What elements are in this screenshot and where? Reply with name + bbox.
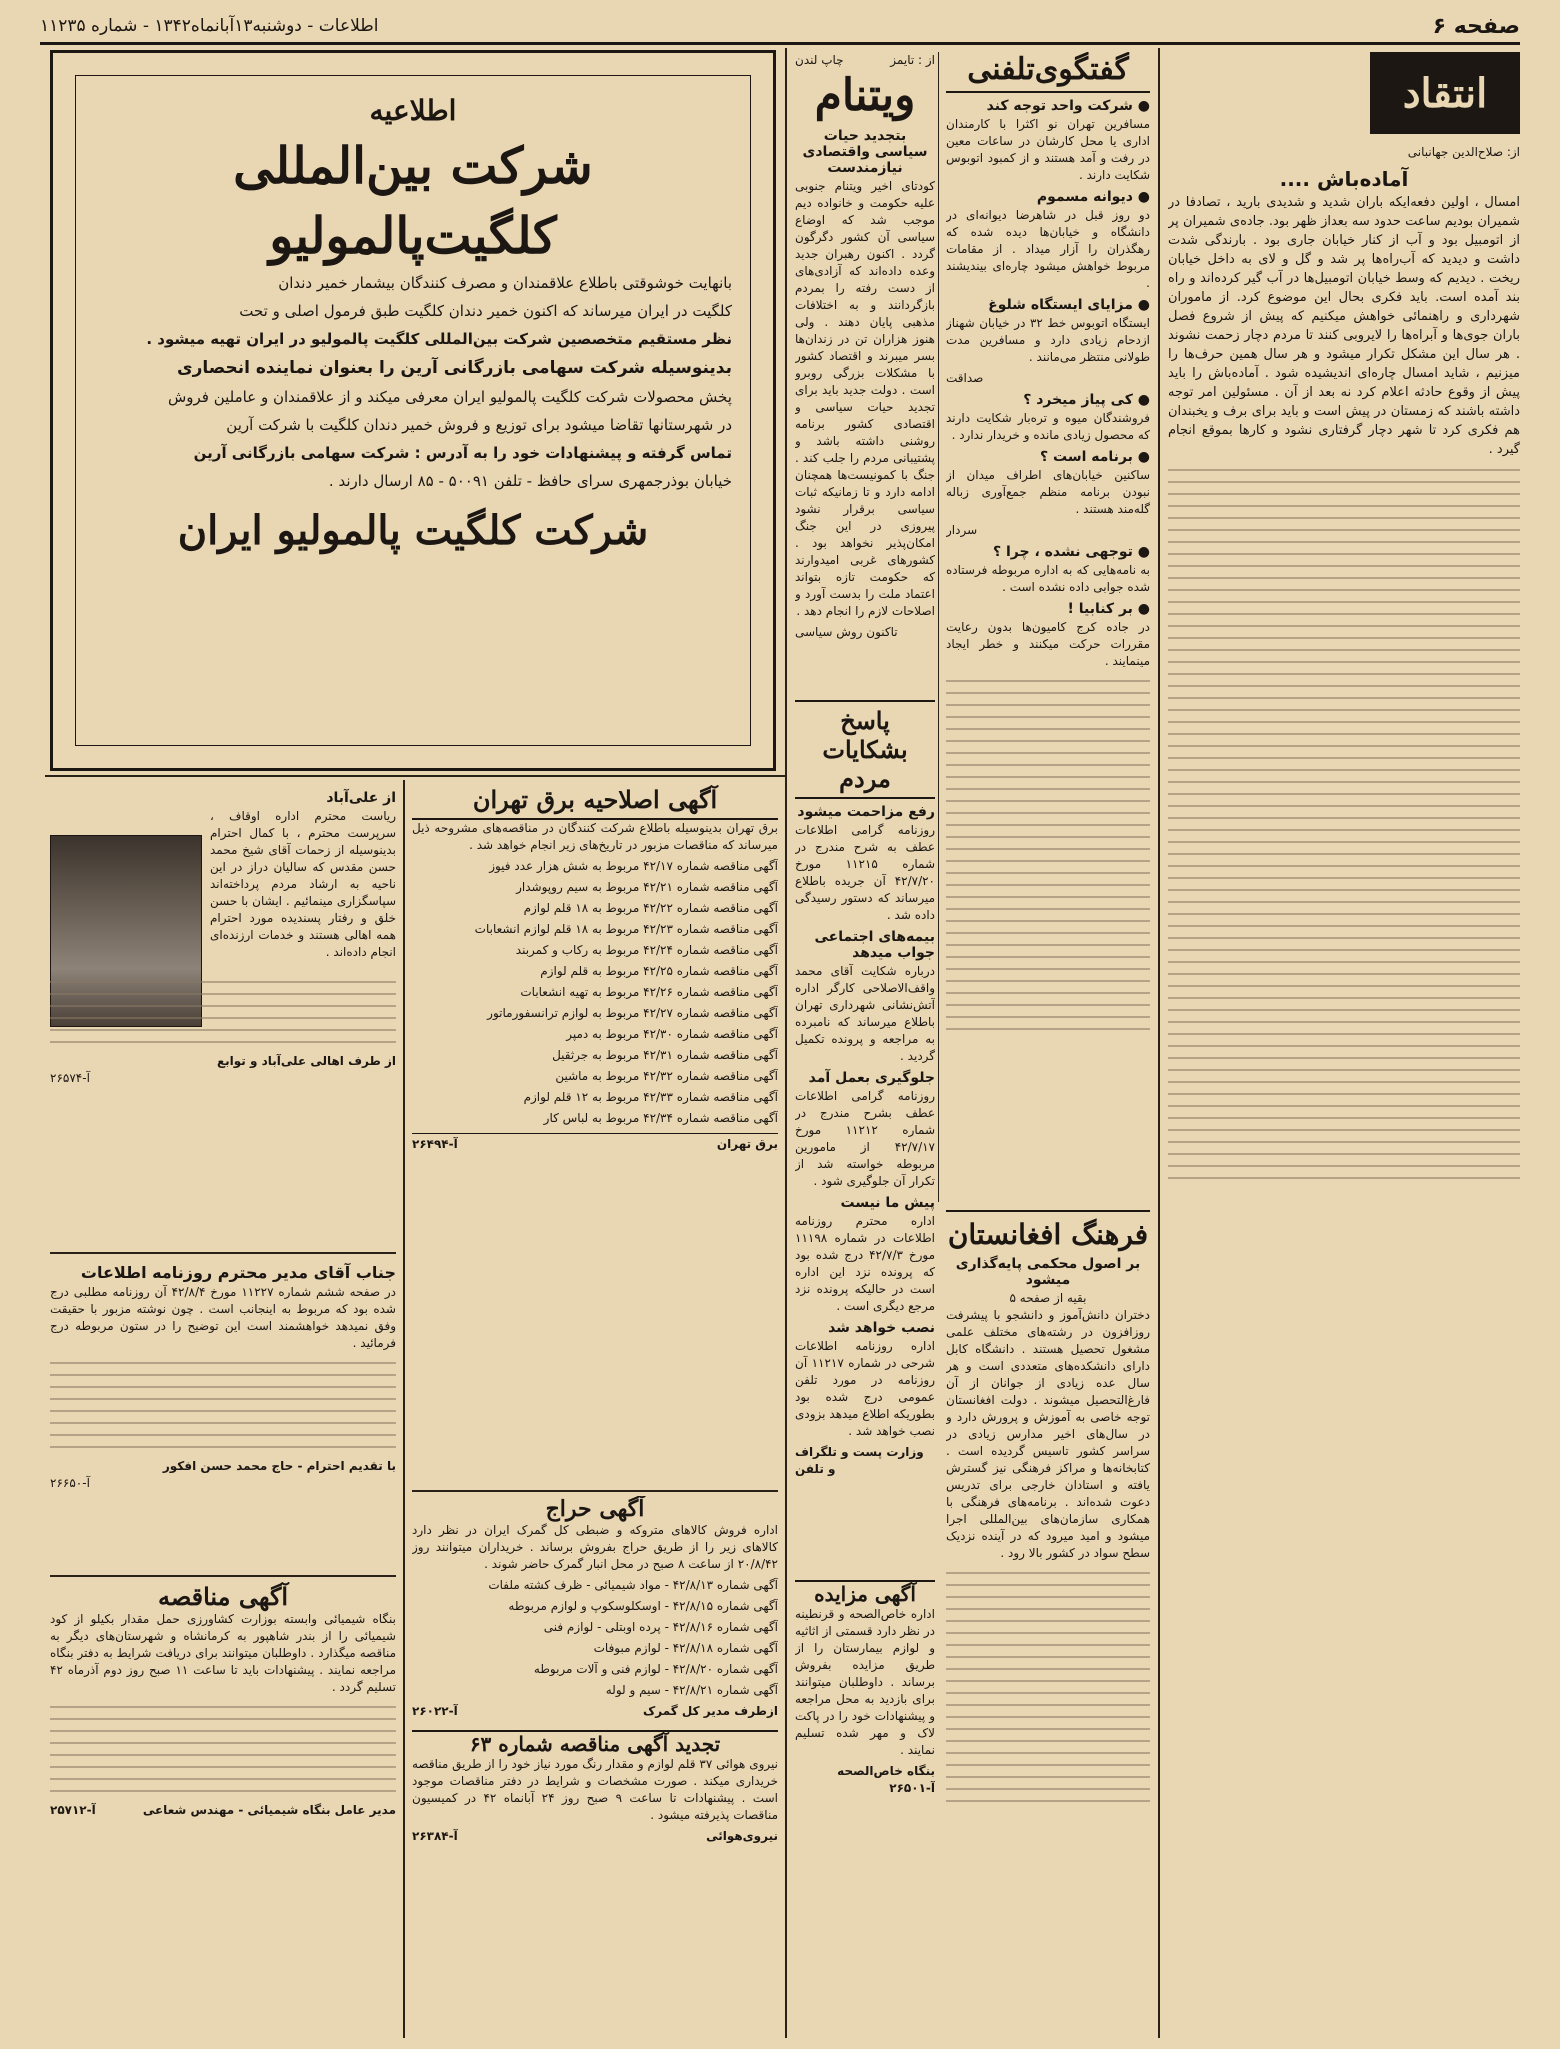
text-continuation [50, 1706, 396, 1792]
electric-footer-left: آ-۲۶۴۹۴ [412, 1137, 458, 1151]
text-continuation [946, 1572, 1150, 1802]
section-rule [45, 775, 785, 777]
phone-item-head: ● کی پیاز میخرد ؟ [1023, 392, 1150, 408]
column-rule [785, 48, 787, 2038]
phone-item-head: ● مزایای ایستگاه شلوغ [988, 297, 1150, 313]
tender-footer-left: آ-۲۵۷۱۲ [50, 1803, 96, 1817]
electric-item: آگهی مناقصه شماره ۴۲/۱۷ مربوط به شش هزار عدد فیوز [489, 859, 778, 873]
afghan-subtitle: بر اصول محکمی پایه‌گذاری میشود [955, 1256, 1141, 1288]
customs-body: اداره فروش کالاهای متروکه و ضبطی کل گمرک ایران در نظر دارد کالاهای زیر را از طریق حراج بفروش برساند . خریداران میتوانند روز ۲۰/۸/۴۲ از ساعت ۸ صبح در محل انبار گمرک حاضر شوند . [412, 1523, 778, 1571]
phone-item-head: ● برنامه است ؟ [1040, 449, 1150, 465]
vietnam-title: ویتنام [814, 70, 916, 121]
complaints-title: پاسخ بشکایات مردم [795, 700, 935, 799]
ad-line: در شهرستانها تقاضا میشود برای توزیع و فروش خمیر دندان کلگیت با شرکت آرین [226, 416, 732, 434]
phone-item-head: ● توجهی نشده ، چرا ؟ [992, 544, 1150, 560]
signature: صداقت [946, 371, 984, 385]
complaint-head: جلوگیری بعمل آمد [808, 1070, 935, 1086]
tender-footer [50, 1802, 396, 1819]
phone-item-head: ● شرکت واحد توجه کند [986, 98, 1150, 114]
complaint-text: اداره محترم روزنامه اطلاعات در شماره ۱۱۱۹۸ مورخ ۴۲/۷/۳ درج شده بود که پرونده نزد این اداره است در حالیکه پرونده نزد مرجع دیگری است . [795, 1214, 935, 1313]
electric-item: آگهی مناقصه شماره ۴۲/۲۳ مربوط به ۱۸ قلم لوازم انشعابات [474, 922, 778, 936]
letter-notice [50, 1258, 396, 1568]
tender63-ad [412, 1730, 778, 2032]
article-title: آماده‌باش .... [1279, 167, 1409, 191]
signature: سردار [946, 523, 978, 537]
electric-item: آگهی مناقصه شماره ۴۲/۲۷ مربوط به لوازم ترانسفورماتور [487, 1006, 778, 1020]
thanks-body: ریاست محترم اداره اوقاف ، سرپرست محترم ، با کمال احترام بدینوسیله از زحمات آقای شیخ محمد حسن مقدس که سالیان دراز در این ناحیه به ارشاد مردم پرداخته‌اند سپاسگزاری مینمائیم . ایشان با حسن خلق و رفتار پسندیده مورد احترام همه اهالی هستند و خدمات ارزنده‌ای انجام داده‌اند . [210, 809, 396, 959]
section-rule [412, 1490, 778, 1492]
phone-item-text: ساکنین خیابان‌های اطراف میدان از نبودن برنامه منظم جمع‌آوری زباله گله‌مند هستند . [946, 468, 1150, 516]
tender-footer-right: مدیر عامل بنگاه شیمیائی - مهندس شعاعی [142, 1803, 396, 1817]
page-number: صفحه ۶ [1432, 13, 1520, 39]
criticism-column [1168, 52, 1520, 2037]
vietnam-signature: تاکنون روش سیاسی [795, 625, 898, 639]
phone-item-text: در جاده کرج کامیون‌ها بدون رعایت مقررات حرکت میکنند و خطر ایجاد مینمایند . [946, 620, 1150, 668]
electric-item: آگهی مناقصه شماره ۴۲/۲۵ مربوط به قلم لوازم [540, 964, 778, 978]
ad-footer: شرکت کلگیت پالمولیو ایران [177, 507, 649, 554]
customs-item: آگهی شماره ۴۲/۸/۲۰ - لوازم فنی و آلات مربوطه [533, 1662, 778, 1676]
ad-line: خیابان بوذرجمهری سرای حافظ - تلفن ۵۰۰۹۱ - ۸۵ ارسال دارند . [328, 472, 732, 490]
phone-item-text: فروشندگان میوه و تره‌بار شکایت دارند که محصول زیادی مانده و خریدار ندارد . [946, 411, 1150, 442]
tender63-footer [412, 1828, 778, 1845]
ad-line: پخش محصولات شرکت کلگیت پالمولیو ایران معرفی میکند و از علاقمندان و عاملین فروش [167, 388, 732, 406]
section-rule [50, 1252, 396, 1254]
source-row [795, 52, 935, 69]
thanks-text-wrap [210, 808, 396, 961]
complaint-text: اداره روزنامه اطلاعات شرحی در شماره ۱۱۲۱۷ آن روزنامه در مورد تلفن عمومی درج شده بود بطوریکه اطلاع میدهد بزودی نصب خواهد شد . [795, 1339, 935, 1438]
thanks-signers: از طرف اهالی علی‌آباد و توابع [216, 1054, 396, 1068]
phone-item-text: به نامه‌هایی که به اداره مربوطه فرستاده شده جوابی داده نشده است . [946, 563, 1150, 594]
ad-title: شرکت بین‌المللی کلگیت‌پالمولیو [233, 136, 593, 265]
text-continuation [946, 680, 1150, 1030]
medical-body: اداره خاص‌الصحه و قرنطینه در نظر دارد قسمتی از اثاثیه و لوازم بیمارستان را از طریق مزایده بفروش برساند . داوطلبان میتوانند برای بازدید به محل مراجعه و پیشنهادات خود را در پاکت لاک و مهر شده تسلیم نمایند . [795, 1607, 935, 1757]
section-rule [50, 1575, 396, 1577]
complaint-head: نصب خواهد شد [828, 1320, 935, 1336]
complaint-head: بیمه‌های اجتماعی جواب میدهد [814, 929, 935, 961]
complaint-text: درباره شکایت آقای محمد واقف‌الاصلاحی کارگر اداره آتش‌نشانی شهرداری تهران باطلاع میرساند که نامبرده به مراجعه و پرونده تکمیل گردید . [795, 964, 935, 1063]
medical-footer-left: آ-۲۶۵۰۱ [889, 1781, 935, 1795]
customs-title: آگهی حراج [545, 1496, 645, 1522]
phone-item-text: ایستگاه اتوبوس خط ۳۲ در خیابان شهناز ازدحام زیادی دارد و مسافرین مدت طولانی منتظر می‌مانند . [946, 316, 1150, 364]
customs-item: آگهی شماره ۴۲/۸/۱۶ - پرده اوبتلی - لوازم فنی [543, 1620, 778, 1634]
ad-label: اطلاعیه [369, 94, 457, 127]
electric-item: آگهی مناقصه شماره ۴۲/۳۳ مربوط به ۱۲ قلم لوازم [523, 1090, 778, 1104]
letter-sign: با تقدیم احترام - حاج محمد حسن افکور [162, 1459, 396, 1473]
tender63-body: نیروی هوائی ۳۷ قلم لوازم و مقدار رنگ مورد نیاز خود را از طریق مناقصه خریداری میکند . صورت مشخصات و شرایط در دفتر مناقصات موجود است . پیشنهادات تا ساعت ۹ صبح روز ۲۴ آبانماه ۴۲ در کمیسیون مناقصات پذیرفته میشود . [412, 1757, 778, 1822]
tender63-title: تجدید آگهی مناقصه شماره ۶۳ [469, 1732, 721, 1756]
customs-item: آگهی شماره ۴۲/۸/۱۸ - لوازم مبوفات [593, 1641, 778, 1655]
text-continuation [1168, 469, 1520, 1179]
complaint-head: رفع مزاحمت میشود [797, 804, 935, 820]
letter-code: آ-۲۶۶۵۰ [50, 1476, 90, 1490]
complaints-signature: وزارت پست و تلگراف و تلفن [795, 1445, 924, 1476]
electric-item: آگهی مناقصه شماره ۴۲/۳۰ مربوط به دمپر [566, 1027, 778, 1041]
phone-item-head: ● دیوانه مسموم [1036, 189, 1150, 205]
electric-item: آگهی مناقصه شماره ۴۲/۲۴ مربوط به رکاب و کمربند [515, 943, 778, 957]
criticism-logo: انتقاد [1370, 52, 1520, 134]
ad-line: بانهایت خوشوقتی باطلاع علاقمندان و مصرف کنندگان بیشمار خمیر دندان [278, 274, 732, 292]
medical-footer-right: بنگاه خاص‌الصحه [837, 1764, 935, 1778]
tender-body: بنگاه شیمیائی وابسته بوزارت کشاورزی حمل مقدار بکیلو از کود شیمیائی را از بندر شاهپور به کرمانشاه و شهرستان‌های دیگر به مناقصه میگذارد . داوطلبان میتوانند برای دریافت شرایط به دفتر بنگاه مراجعه نمایند . پیشنهادات باید تا ساعت ۱۱ صبح روز دوم آذرماه ۴۲ تسلیم گردد . [50, 1612, 396, 1694]
letter-title: جناب آقای مدیر محترم روزنامه اطلاعات [80, 1263, 396, 1282]
ad-line: کلگیت در ایران میرساند که اکنون خمیر دندان کلگیت طبق فرمول اصلی و تحت [239, 302, 732, 320]
tender-ad [50, 1582, 396, 2032]
column-rule [938, 52, 939, 1202]
page-header [40, 10, 1520, 45]
medical-auction-ad [795, 1580, 935, 2032]
ad-line: بدینوسیله شرکت سهامی بازرگانی آرین را بعنوان نماینده انحصاری [177, 358, 732, 378]
ad-line: تماس گرفته و پیشنهادات خود را به آدرس : شرکت سهامی بازرگانی آرین [193, 444, 732, 462]
customs-footer-right: ازطرف مدیر کل گمرک [642, 1704, 778, 1718]
afghan-body: دختران دانش‌آموز و دانشجو با پیشرفت روزافزون در رشته‌های مختلف علمی مشغول تحصیل هستند . دانشگاه کابل دارای دانشکده‌های متعددی است و هر سال عده زیادی از جوانان از آن فارغ‌التحصیل میشوند . دولت افغانستان توجه خاصی به آموزش و پرورش دارد و در سال‌های اخیر مدارس زیادی در سراسر کشور تاسیس گردیده است . کتابخانه‌ها و مراکز فرهنگی نیز گسترش یافته و استادان خارجی برای تدریس دعوت شده‌اند . برنامه‌های فرهنگی با همکاری سازمان‌های بین‌المللی اجرا میشود و امید میرود که در آینده نزدیک سطح سواد در کشور بالا رود . [946, 1308, 1150, 1560]
customs-item: آگهی شماره ۴۲/۸/۱۵ - اوسکلوسکوپ و لوازم مربوطه [508, 1599, 778, 1613]
electric-item: آگهی مناقصه شماره ۴۲/۳۲ مربوط به ماشین [555, 1069, 778, 1083]
source-right: چاپ لندن [795, 53, 844, 67]
customs-footer-left: آ-۲۶۰۲۲ [412, 1704, 458, 1718]
complaint-text: روزنامه گرامی اطلاعات عطف بشرح مندرج در شماره ۱۱۲۱۲ مورخ ۴۲/۷/۱۷ از مامورین مربوطه خواسته شد از تکرار آن جلوگیری شود . [795, 1089, 935, 1188]
complaint-text: روزنامه گرامی اطلاعات عطف به شرح مندرج در شماره ۱۱۲۱۵ مورخ ۴۲/۷/۲۰ آن جریده باطلاع میرساند که دستور رسیدگی داده شد . [795, 823, 935, 922]
phone-item-text: مسافرین تهران نو اکثرا با کارمندان اداری یا محل کارشان در ساعات معین در رفت و آمد هستند و از کمبود اتوبوس شکایت دارند . [946, 117, 1150, 182]
electric-item: آگهی مناقصه شماره ۴۲/۳۱ مربوط به جرثقیل [552, 1048, 778, 1062]
complaint-head: پیش ما نیست [840, 1195, 935, 1211]
tender63-footer-left: آ-۲۶۳۸۴ [412, 1829, 458, 1843]
medical-title: آگهی مزایده [814, 1582, 916, 1606]
text-continuation [50, 1362, 396, 1448]
customs-item: آگهی شماره ۴۲/۸/۲۱ - سیم و لوله [605, 1683, 778, 1697]
electric-item: آگهی مناقصه شماره ۴۲/۲۲ مربوط به ۱۸ قلم لوازم [523, 901, 778, 915]
thanks-title: از علی‌آباد [326, 790, 396, 806]
byline: از: صلاح‌الدین جهانبانی [1407, 145, 1520, 159]
customs-auction-ad [412, 1496, 778, 1721]
portrait-photo [50, 835, 202, 1027]
electric-ad [412, 785, 778, 1485]
letter-body: در صفحه ششم شماره ۱۱۲۲۷ مورخ ۴۲/۸/۴ آن روزنامه مطلبی درج شده بود که مربوط به اینجانب است . چون نوشته مزبور با حقیقت وفق نمیدهد خواهشمند است این توضیح را در ستون مربوطه درج فرمائید . [50, 1285, 396, 1350]
electric-item: آگهی مناقصه شماره ۴۲/۳۴ مربوط به لباس کار [543, 1111, 778, 1125]
column-rule [1158, 48, 1160, 2038]
thanks-code: آ-۲۶۵۷۴ [50, 1071, 90, 1085]
column-rule [403, 780, 405, 2038]
colgate-ad [50, 50, 776, 771]
electric-item: آگهی مناقصه شماره ۴۲/۲۶ مربوط به تهیه انشعابات [520, 985, 778, 999]
tender-title: آگهی مناقصه [157, 1582, 289, 1611]
colgate-ad-inner [75, 75, 751, 746]
electric-item: آگهی مناقصه شماره ۴۲/۲۱ مربوط به سیم روپوشدار [516, 880, 778, 894]
customs-item: آگهی شماره ۴۲/۸/۱۳ - مواد شیمیائی - ظرف کشته ملفات [488, 1578, 778, 1592]
afghan-continuation: بقیه از صفحه ۵ [1009, 1291, 1087, 1305]
phone-column-title: گفتگوی‌تلفنی [946, 52, 1150, 93]
phone-item-head: ● بر کنابیا ! [1067, 601, 1150, 617]
masthead: اطلاعات - دوشنبه۱۳آبانماه۱۳۴۲ - شماره ۱۱۲۳۵ [40, 16, 379, 36]
vietnam-body: کودتای اخیر ویتنام جنوبی علیه حکومت و خانواده دیم موجب شد که اوضاع سیاسی آن کشور دگرگون گردد . اکنون رهبران جدید وعده داده‌اند که آزادی‌های از دست رفته را بمردم بازگردانند و به اختلافات مذهبی پایان دهند . ولی هنوز هزاران تن در زندان‌ها بسر میبرند و اقتصاد کشور با مشکلات بزرگی روبرو است . دولت جدید باید برای تجدید حیات سیاسی و اقتصادی کشور برنامه روشنی داشته باشد و پشتیبانی مردم را جلب کند . جنگ با کمونیست‌ها همچنان ادامه دارد و تا زمانیکه ثبات سیاسی برقرار نشود پیروزی در این جنگ امکان‌پذیر نخواهد بود . کشورهای غربی امیدوارند که حکومت تازه بتواند اعتماد ملت را بدست آورد و اصلاحات لازم را انجام دهد . [795, 179, 935, 618]
electric-title: آگهی اصلاحیه برق تهران [412, 785, 778, 820]
electric-footer-right: برق تهران [716, 1137, 778, 1151]
vietnam-article-text [795, 52, 935, 692]
phone-item-text: دو روز قبل در شاهرضا دیوانه‌ای در دانشگاه و خیابان‌ها دیده شده که رهگذران را آزار میداد . از مقامات مربوط خواهش میشود چاره‌ای بیندیشند . [946, 208, 1150, 290]
afghan-article [946, 1210, 1150, 2030]
electric-footer [412, 1133, 778, 1153]
source-left: از : تایمز [890, 53, 935, 67]
electric-intro: برق تهران بدینوسیله باطلاع شرکت کنندگان در مناقصه‌های مشروحه ذیل میرساند که مناقصات مزبور در تاریخ‌های زیر انجام خواهد شد . [412, 821, 778, 852]
article-body: امسال ، اولین دفعه‌ایکه باران شدید و شدیدی بارید ، تصادفا در شمیران بودیم ساعت حدود سه بعداز ظهر بود. جاده‌ی شمیران پر از اتومبیل بود و آب از کنار خیابان جاری بود . بارندگی شدت داشت و دیدید که آب‌راه‌ها پر شد و گل و لای به داخل خیابان ریخت . دیدیم که وسط خیابان اتومبیل‌ها در آب گیر کرده‌اند و راه بند آمده است. باید فکری بحال این موضوع کرد. از ماموران شهرداری و راهنمائی خواهش میکنیم که پیش از شروع فصل باران جوی‌ها و آبراه‌ها را لایروبی کنند تا مردم دچار زحمت نشوند . هر سال این مشکل تکرار میشود و هر سال همین حرف‌ها را میزنیم ، شاید امسال چاره‌ای اندیشیده شود . آماده‌باش را باید پیش از وقوع حادثه اعلام کرد نه بعد از آن . مسئولین امر توجه داشته باشند که زمستان در پیش است و باید برای برف و یخبندان هم فکری کرد تا شهر دچار گرفتاری نشود و کارها بموقع انجام گیرد . [1168, 195, 1520, 457]
tender63-footer-right: نیروی‌هوائی [706, 1829, 778, 1843]
phone-column [946, 52, 1150, 1202]
spacer [795, 50, 935, 51]
thanks-notice [50, 785, 396, 1245]
afghan-title: فرهنگ افغانستان [946, 1210, 1150, 1251]
vietnam-subtitle: بتجدید حیات سیاسی واقتصادی نیازمندست [802, 128, 928, 176]
ad-line: نظر مستقیم متخصصین شرکت بین‌المللی کلگیت پالمولیو در ایران تهیه میشود . [146, 330, 732, 348]
customs-footer [412, 1703, 778, 1720]
